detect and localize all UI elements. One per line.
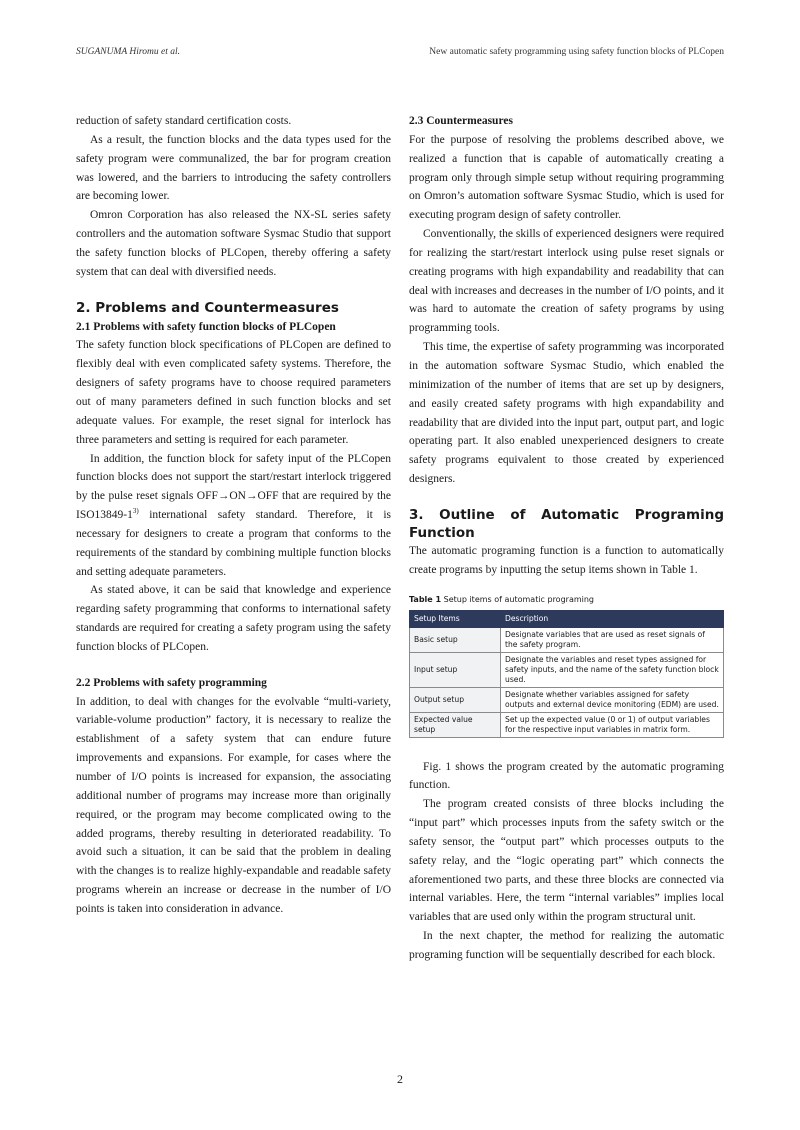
citation-superscript: 3) <box>132 507 139 516</box>
paragraph: Omron Corporation has also released the NX-SL series safety controllers and the automation software Sysmac Studio that support the safety function blocks of PLCopen, thereby offering a safety system that can deal with diversified needs. <box>76 209 391 278</box>
table-cell-setup-item: Basic setup <box>410 627 501 652</box>
paragraph: Conventionally, the skills of experienced designers were required for realizing the start/restart interlock using pulse reset signals or creating programs with high expandability and readability that can deal with increases and decreases in the number of I/O points, and it was hard to automate the creation of safety programs by using programming tools. <box>409 228 724 335</box>
paragraph-text: In addition, the function block for safety input of the PLCopen function blocks does not support the start/restart interlock triggered by the pulse reset signals OFF→ON→OFF that are required by the ISO13849-1 <box>76 452 391 522</box>
paragraph: This time, the expertise of safety programming was incorporated in the automation software Sysmac Studio, which enabled the minimization of the number of items that are set up by designers, and easily created safety programs with high expandability and readability that are divided into the input part, output part, and logic operating part. It also enabled unexperienced designers to create safety programs equivalent to those created by experienced designers. <box>409 341 724 486</box>
section-heading-2: 2. Problems and Countermeasures <box>76 299 339 316</box>
page-number: 2 <box>397 1072 403 1086</box>
paragraph-text: international safety standard. Therefore, it is necessary for designers to create a program that conforms to the requirements of the standard by combining multiple function blocks and setting adequate parameters. <box>76 509 391 578</box>
table-cell-setup-item: Output setup <box>410 687 501 712</box>
paragraph: In addition, to deal with changes for the evolvable “multi-variety, variable-volume production” factory, it is necessary to realize the establishment of a safety system that can endure future improvements and expansions. For example, for cases where the number of I/O points is increased for expansion, the associating additional number of programs may increase more than originally required, or the program may become complicated owing to the added programs, thereby resulting in deteriorated readability. To avoid such a situation, it can be said that the problem in dealing with the changes is to realize highly-expandable and readable safety programs wherein an increase or decrease in the number of I/O points is taken into consideration in advance. <box>76 695 391 915</box>
table-cell-description: Designate variables that are used as reset signals of the safety program. <box>501 627 724 652</box>
table-header-cell: Setup Items <box>410 610 501 627</box>
table-header-cell: Description <box>501 610 724 627</box>
table-header-row <box>410 610 724 627</box>
table-cell-description: Designate whether variables assigned for safety outputs and external device monitoring (EDM) are used. <box>501 687 724 712</box>
paragraph: The automatic programing function is a function to automatically create programs by inputting the setup items shown in Table 1. <box>409 544 724 576</box>
paragraph-iso <box>76 450 391 582</box>
table-caption-label: Table 1 <box>409 594 442 604</box>
table-row <box>410 627 724 652</box>
right-column <box>409 112 724 965</box>
running-header-title: New automatic safety programming using safety function blocks of PLCopen <box>429 47 724 57</box>
table-row <box>410 687 724 712</box>
table-row <box>410 652 724 687</box>
table-row <box>410 712 724 737</box>
subsection-heading-2-3: 2.3 Countermeasures <box>409 115 513 127</box>
paragraph: reduction of safety standard certification costs. <box>76 115 292 127</box>
section-heading-3: 3. Outline of Automatic Programing Function <box>409 506 724 541</box>
paragraph: As a result, the function blocks and the data types used for the safety program were communalized, the bar for program creation was lowered, and the barriers to introducing the safety controllers are becoming lower. <box>76 133 391 203</box>
table-cell-description: Set up the expected value (0 or 1) of output variables for the respective input variables in matrix form. <box>501 712 724 737</box>
table-cell-description: Designate the variables and reset types assigned for safety inputs, and the name of the safety function block used. <box>501 652 724 687</box>
table-cell-setup-item: Input setup <box>410 652 501 687</box>
setup-items-table <box>409 610 724 738</box>
paragraph: In the next chapter, the method for realizing the automatic programing function will be sequentially described for each block. <box>409 930 724 961</box>
table-cell-setup-item: Expected value setup <box>410 712 501 737</box>
paragraph: As stated above, it can be said that knowledge and experience regarding safety programming that conforms to international safety standards are required for creating a safety program using the safety function blocks of PLCopen. <box>76 584 391 653</box>
table-caption-text: Setup items of automatic programing <box>443 594 595 604</box>
running-header-authors: SUGANUMA Hiromu et al. <box>76 47 180 57</box>
left-column <box>76 112 391 919</box>
paragraph: The safety function block specifications of PLCopen are defined to flexibly deal with even complicated safety systems. Therefore, the designers of safety programs have to choose required parameters out of many parameters defined in such function blocks and set adequate values. For example, the reset signal for interlock has three parameters and setting is required for each parameter. <box>76 339 391 446</box>
subsection-heading-2-2: 2.2 Problems with safety programming <box>76 676 267 689</box>
subsection-heading-2-1: 2.1 Problems with safety function blocks of PLCopen <box>76 320 336 333</box>
paragraph: For the purpose of resolving the problems described above, we realized a function that is capable of automatically creating a program only through simple setup without requiring programming on Omron’s automation software Sysmac Studio, which is used for executing program design of safety controller. <box>409 133 724 222</box>
paragraph: Fig. 1 shows the program created by the automatic programing function. <box>409 760 724 792</box>
table-caption <box>409 594 724 606</box>
paragraph: The program created consists of three blocks including the “input part” which processes inputs from the safety switch or the safety sensor, the “output part” which processes outputs to the safety relay, and the “logic operating part” which connects the aforementioned two parts, and these three blocks are connected via internal variables. Here, the term “internal variables” implies local variables that are used only within the program structural unit. <box>409 798 724 924</box>
